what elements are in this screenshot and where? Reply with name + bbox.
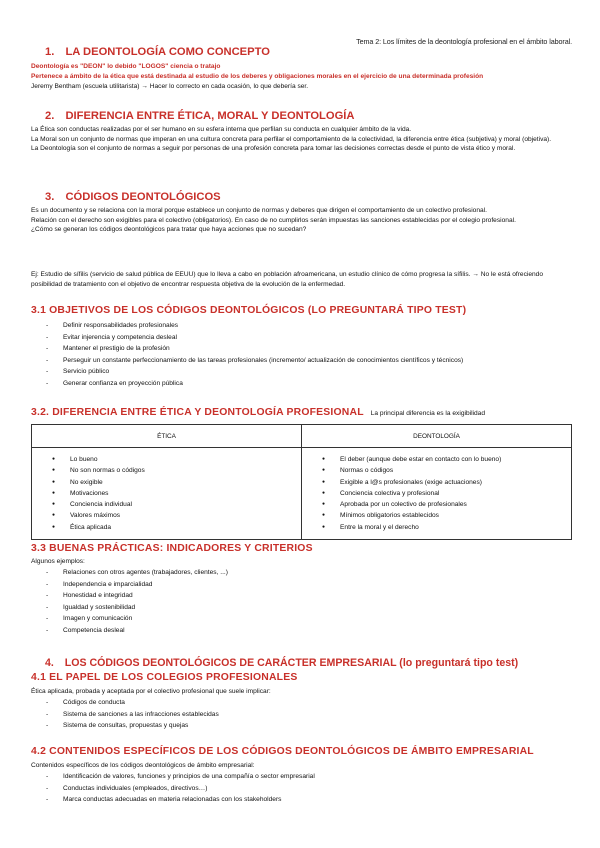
section-4-2-title: 4.2 CONTENIDOS ESPECÍFICOS DE LOS CÓDIGOS DEONTOLÓGICOS DE ÁMBITO EMPRESARIAL	[31, 746, 534, 757]
list-item: ● Conciencia individual	[32, 499, 301, 510]
column-header-deontologia: DEONTOLOGÍA	[302, 425, 572, 448]
list-item: - Marca conductas adecuadas en materia relacionadas con los stakeholders	[31, 794, 571, 806]
section-2-heading	[0, 110, 600, 122]
section-3-heading	[0, 191, 600, 203]
list-item: ● Mínimos obligatorios establecidos	[302, 510, 571, 521]
section-3-number: 3.	[45, 191, 55, 203]
list-item: ● No exigible	[32, 477, 301, 488]
colleges-list	[31, 697, 571, 732]
ethics-moral-deontology-text: La Ética son conductas realizadas por el ser humano en su esfera interna que perfilan su conducta en cualquier ámbito de la vida. La Moral son un conjunto de normas que imperan en una cultura concreta para perfilar el comportamiento de la colectividad, la diferencia entre ética (subjetiva) y moral (objetiva). La Deontología son el conjunto de normas a seguir por personas de una profesión concreta para tomar las decisiones correctas desde el punto de vista ético y moral.	[31, 126, 552, 153]
section-2-title: DIFERENCIA ENTRE ÉTICA, MORAL Y DEONTOLOGÍA	[65, 110, 355, 122]
list-item: ● Entre la moral y el derecho	[302, 522, 571, 533]
list-item: ● No son normas o códigos	[32, 465, 301, 476]
section-1-title: LA DEONTOLOGÍA COMO CONCEPTO	[65, 46, 270, 58]
list-item: ● Lo bueno	[32, 454, 301, 465]
objectives-list	[31, 320, 571, 390]
colleges-intro: Ética aplicada, probada y aceptada por el colectivo profesional que suele implicar:	[31, 688, 271, 695]
section-4-number: 4.	[45, 657, 54, 669]
list-item: ● Conciencia colectiva y profesional	[302, 488, 571, 499]
section-3-2-heading	[31, 407, 591, 418]
list-item: - Conductas individuales (empleados, directivos…)	[31, 783, 571, 795]
section-3-1-title: 3.1 OBJETIVOS DE LOS CÓDIGOS DEONTOLÓGICOS (LO PREGUNTARÁ TIPO TEST)	[31, 305, 467, 316]
section-2-number: 2.	[45, 110, 55, 122]
examples-intro: Algunos ejemplos:	[31, 558, 85, 565]
section-3-2-title: 3.2. DIFERENCIA ENTRE ÉTICA Y DEONTOLOGÍA PROFESIONAL	[31, 407, 364, 418]
list-item: ● Exigible a l@s profesionales (exige actuaciones)	[302, 477, 571, 488]
good-practices-list	[31, 567, 571, 637]
ethics-vs-deontology-table	[31, 424, 572, 540]
column-header-etica: ÉTICA	[32, 425, 302, 448]
list-item: - Mantener el prestigio de la profesión	[31, 343, 571, 355]
list-item: - Perseguir un constante perfeccionamiento de las tareas profesionales (incremento/ actualización de conocimientos científicos y técnicos)	[31, 355, 571, 367]
main-difference-note: La principal diferencia es la exigibilidad	[370, 410, 486, 417]
header-note: Tema 2: Los límites de la deontología profesional en el ámbito laboral.	[356, 37, 572, 46]
deontology-etymology: Deontología es "DEON" lo debido "LOGOS" ciencia o tratajo	[31, 63, 221, 70]
list-item: - Generar confianza en proyección pública	[31, 378, 571, 390]
list-item: - Igualdad y sostenibilidad	[31, 602, 571, 614]
specific-contents-list	[31, 771, 571, 806]
list-item: - Competencia desleal	[31, 625, 571, 637]
section-4-title: LOS CÓDIGOS DEONTOLÓGICOS DE CARÁCTER EMPRESARIAL (lo preguntará tipo test)	[64, 657, 519, 669]
list-item: ● Normas o códigos	[302, 465, 571, 476]
list-item: ● Aprobada por un colectivo de profesionales	[302, 499, 571, 510]
deontologia-cell	[302, 448, 572, 540]
deontological-codes-text: Es un documento y se relaciona con la moral porque establece un conjunto de normas y deberes que dirigen el comportamiento de un colectivo profesional. Relación con el derecho son exigibles para el colectivo (obligatorios). En caso de no cumplirlos serán impuestas las sanciones establecidas por el colegio profesional. ¿Cómo se generan los códigos deontológicos para tratar que haya acciones que no sucedan?	[31, 207, 516, 234]
list-item: - Sistema de sanciones a las infracciones establecidas	[31, 709, 571, 721]
section-4-1-title: 4.1 EL PAPEL DE LOS COLEGIOS PROFESIONALES	[31, 672, 298, 683]
list-item: ● Valores máximos	[32, 510, 301, 521]
list-item: - Independencia e imparcialidad	[31, 579, 571, 591]
list-item: - Evitar injerencia y competencia desleal	[31, 332, 571, 344]
list-item: - Imagen y comunicación	[31, 613, 571, 625]
specific-contents-intro: Contenidos específicos de los códigos deontológicos de ámbito empresarial:	[31, 762, 255, 769]
list-item: - Sistema de consultas, propuestas y quejas	[31, 720, 571, 732]
list-item: - Relaciones con otros agentes (trabajadores, clientes, ...)	[31, 567, 571, 579]
list-item: ● El deber (aunque debe estar en contacto con lo bueno)	[302, 454, 571, 465]
list-item: ● Motivaciones	[32, 488, 301, 499]
list-item: - Códigos de conducta	[31, 697, 571, 709]
section-3-3-title: 3.3 BUENAS PRÁCTICAS: INDICADORES Y CRITERIOS	[31, 543, 313, 554]
bentham-note: Jeremy Bentham (escuela utilitarista) → Hacer lo correcto en cada ocasión, lo que debería ser.	[31, 83, 309, 90]
section-1-number: 1.	[45, 46, 55, 58]
list-item: - Servicio público	[31, 366, 571, 378]
syphilis-example: Ej: Estudio de sífilis (servicio de salud pública de EEUU) que lo lleva a cabo en población afroamericana, un estudio clínico de cómo progresa la sífilis. → No le está ofreciendo posibilidad de tratamiento con el objetivo de encontrar respuesta objetiva de la evolución de la enfermedad.	[31, 271, 544, 288]
list-item: - Honestidad e integridad	[31, 590, 571, 602]
section-4-heading	[0, 657, 600, 669]
list-item: ● Ética aplicada	[32, 522, 301, 533]
deontology-definition: Pertenece a ámbito de la ética que está destinada al estudio de los deberes y obligaciones morales en el ejercicio de una determinada profesión	[31, 73, 484, 80]
list-item: - Definir responsabilidades profesionales	[31, 320, 571, 332]
section-3-title: CÓDIGOS DEONTOLÓGICOS	[65, 191, 221, 203]
list-item: - Identificación de valores, funciones y principios de una compañía o sector empresarial	[31, 771, 571, 783]
etica-cell	[32, 448, 302, 540]
section-1-heading	[0, 46, 600, 58]
